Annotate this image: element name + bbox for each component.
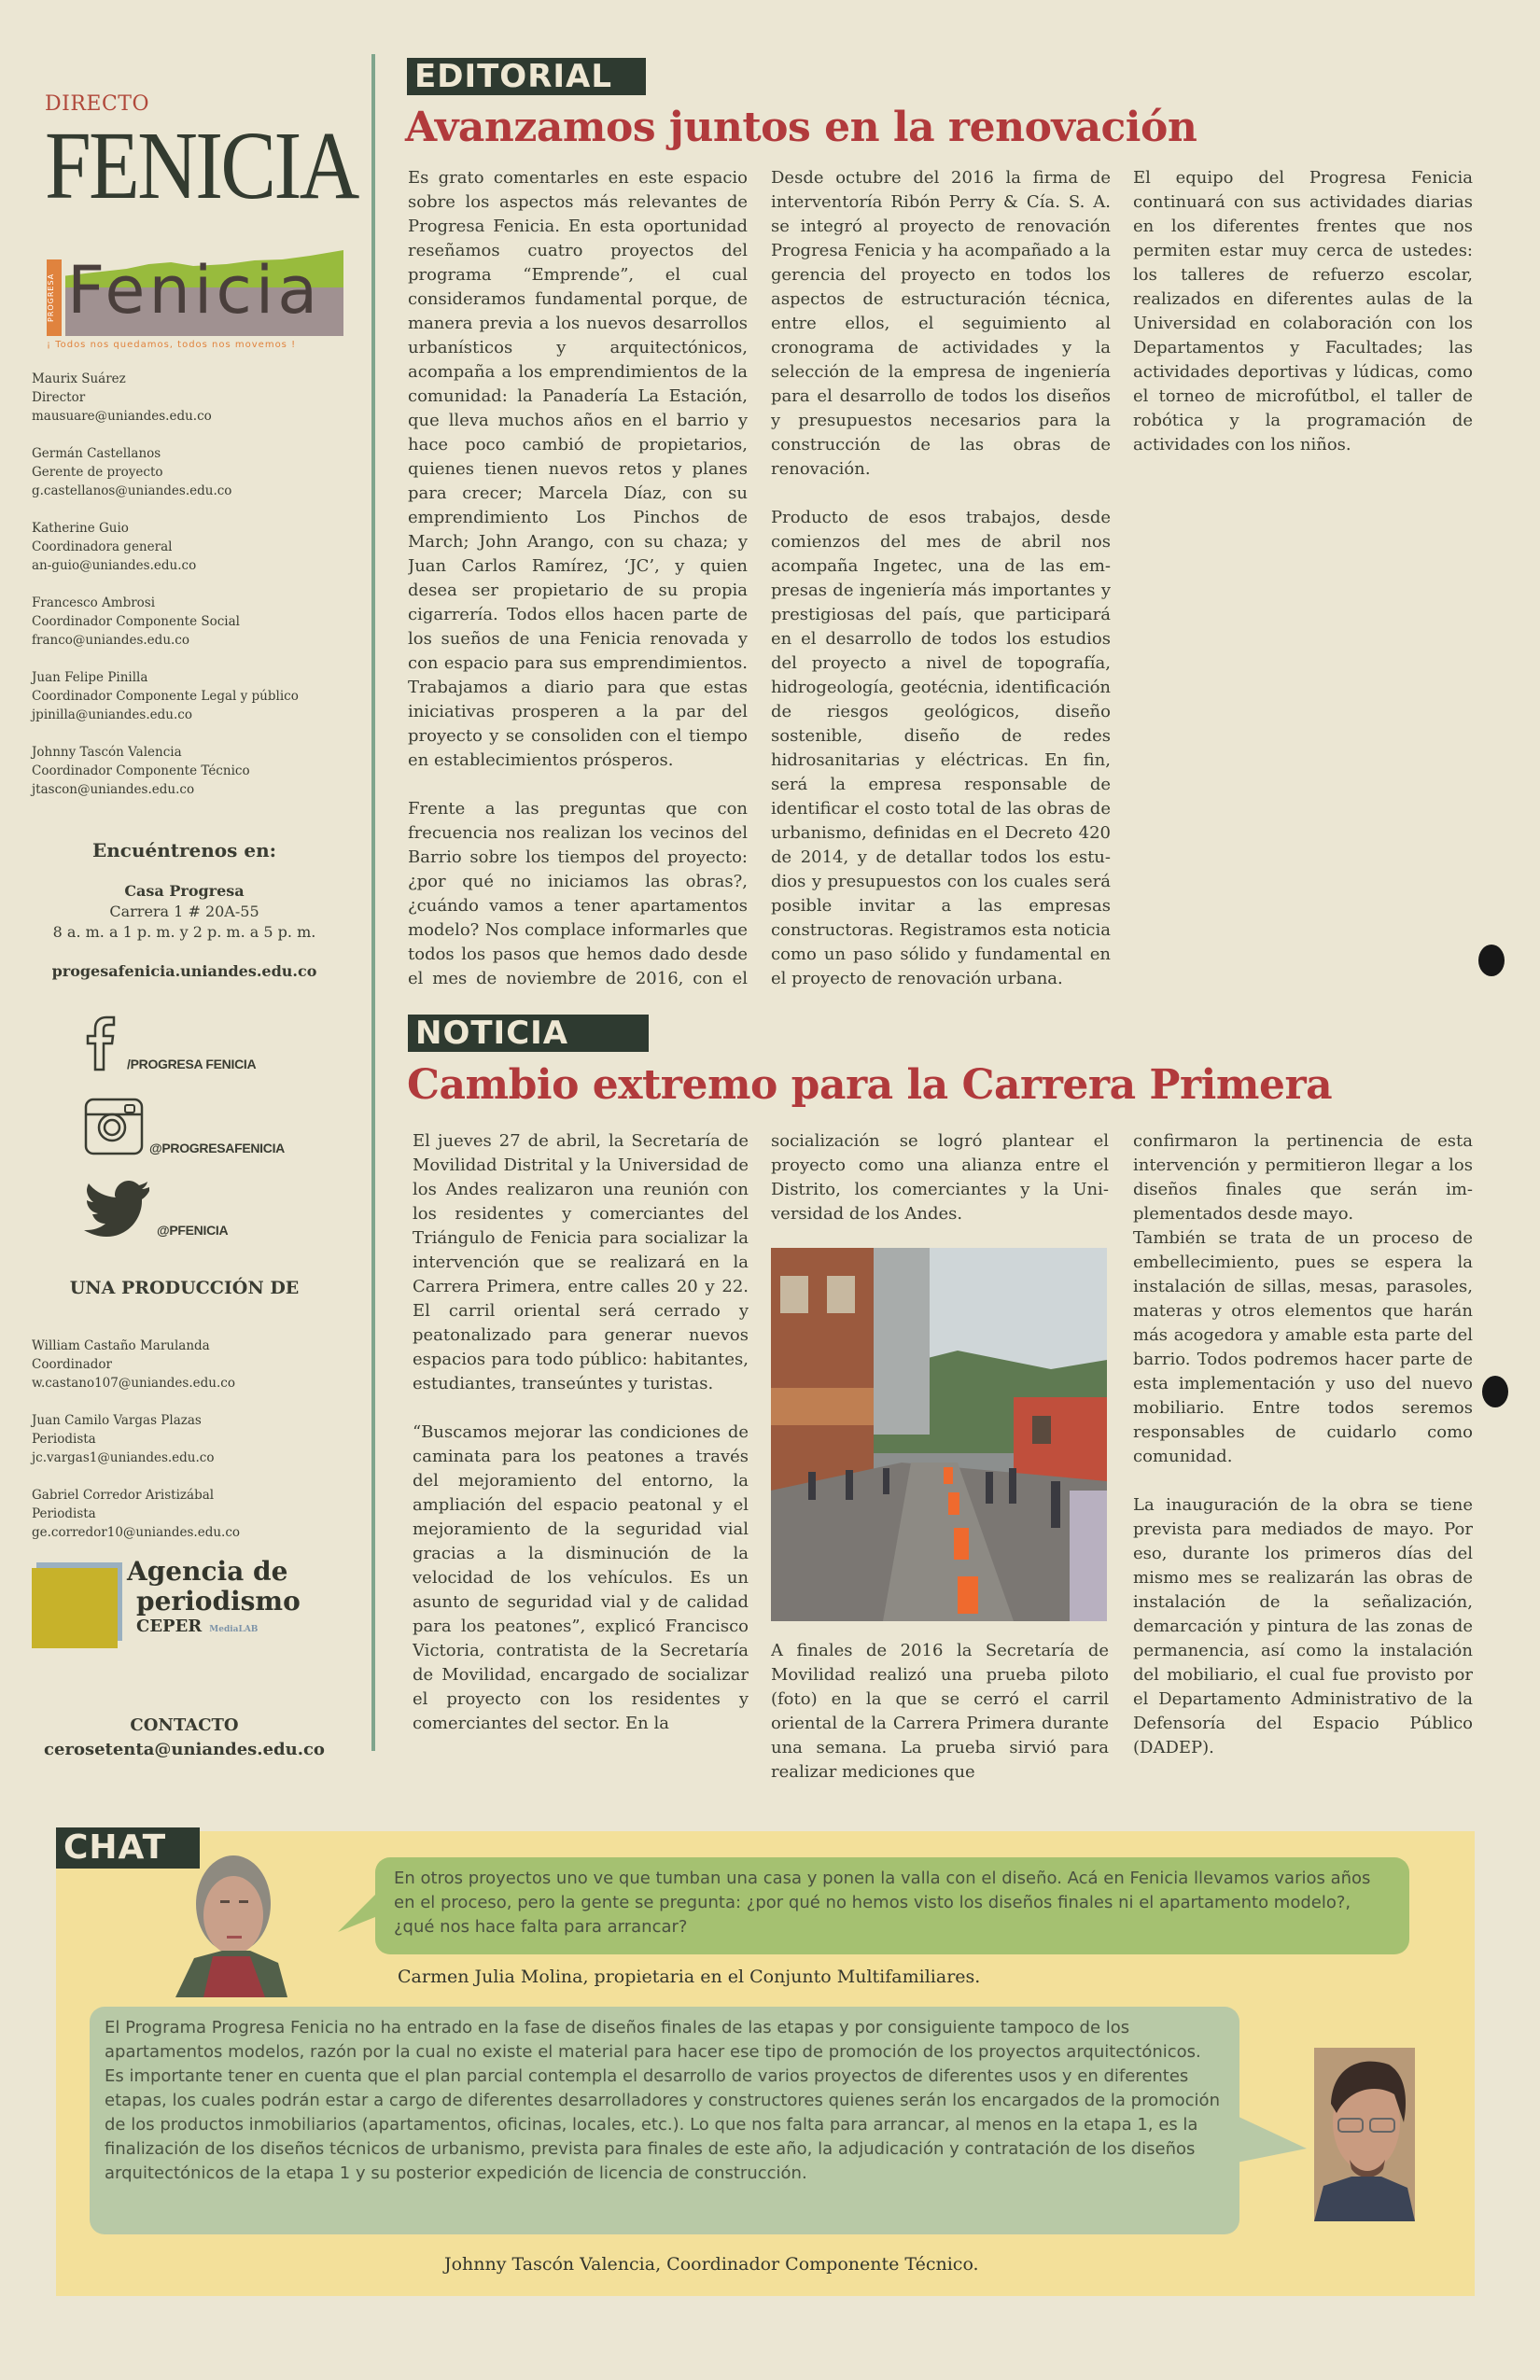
- contact-heading: CONTACTO: [130, 1715, 239, 1735]
- agency-text: [127, 1557, 358, 1637]
- staff-name: Johnny Tascón Valencia: [32, 745, 182, 760]
- agency-sublabel: MediaLAB: [209, 1625, 259, 1634]
- noticia-label: NOTICIA: [408, 1015, 649, 1052]
- social-handle: @PROGRESAFENICIA: [149, 1141, 285, 1155]
- facebook-icon: [84, 1015, 121, 1071]
- portrait-man: [1314, 2048, 1415, 2221]
- social-handle: @PFENICIA: [157, 1223, 229, 1238]
- staff-email[interactable]: jpinilla@uniandes.edu.co: [32, 707, 192, 722]
- agency-row3: [127, 1617, 358, 1637]
- editorial-column-3: [1133, 166, 1473, 991]
- chat-answer: El Programa Progresa Fenicia no ha entrado en la fase de diseños finales de las etapas y por consiguiente tampoco de los apartamentos modelos, razón por la cual no existe el material para hacer ese tipo de promoción de los proyectos arquitectónicos. Es importante tener en cuenta que el plan parcial contempla el desarrollo de varios proyectos de diferentes usos y en diferentes etapas, los cuales podrán estar a cargo de diferentes desarrolladores y constructores quienes serán los encargados de la promoción de los productos inmobiliarios (apartamentos, oficinas, locales, etc.). Lo que nos falta para arrancar, al menos en la etapa 1, es la finalización de los diseños técnicos de urbanismo, prevista para finales de este año, la adjudicación y contratación de los diseños arquitectónicos de la etapa 1 y su posterior expedición de licencia de construcción.: [105, 2018, 1220, 2183]
- staff-role: Director: [32, 390, 86, 405]
- agencia-periodismo-logo: [32, 1557, 358, 1669]
- editorial-paragraph: Producto de esos trabajos, desde comienzos del mes de abril nos acompaña Ingetec, una de las empresas de ingeniería más importantes y prestigiosas del país, que participará en el desarrollo de todos los estudios del proyecto a nivel de topografía, hidrogeología, geotécnia, identificación de riesgos geológicos, diseño sostenible, diseño de redes hidrosanitarias y eléctricas. En fin, será la empresa responsable de identificar el costo total de las obras de urbanismo, definidas en el Decreto 420 de 2014, y de detallar todos los estudios y presupuestos con los cuales será posible invitar a las empresas constructoras. Registramos esta noticia como un paso sólido y fundamental en el proyecto de renovación urbana.: [771, 508, 1111, 988]
- editorial-paragraph: Desde octubre del 2016 la firma de interventoría Ribón Perry & Cía. S. A. se integró al proyecto de renovación Progresa Fenicia y ha acompañado a la gerencia del proyecto en todos los aspectos de estructuración técnica, entre ellos, el seguimiento al cronograma de actividades y la selección de la empresa de ingeniería para el desarrollo de todos los diseños y presupuestos necesarios para la construcción de las obras de renovación.: [771, 168, 1111, 479]
- logo-word: Fenicia: [67, 252, 322, 329]
- sidebar: [0, 0, 369, 1801]
- instagram-icon: [84, 1098, 144, 1155]
- staff-list: [32, 370, 358, 818]
- masthead-title: FENICIA: [45, 112, 357, 219]
- masthead: [45, 92, 357, 219]
- noticia-paragraph: “Buscamos mejorar las condiciones de caminata para los peatones a través del mejoramiento del entorno, la ampliación del espacio peatonal y el mejoramiento de la seguridad vial gracias a la disminución de la velocidad de los vehículos. Es un asunto de seguridad vial y de calidad para los peatones”, explicó Francisco Victoria, contratista de la Secretaría de Movilidad, encargado de socializar el proyecto con los residentes y comerciantes del sector. En la: [413, 1422, 749, 1733]
- noticia-paragraph: confirmaron la pertinencia de esta intervención y permitieron llegar a los diseños finales que serán implementados desde mayo.: [1133, 1131, 1473, 1224]
- staff-email[interactable]: franco@uniandes.edu.co: [32, 633, 189, 648]
- person-role: Coordinador: [32, 1357, 112, 1372]
- staff-email[interactable]: g.castellanos@uniandes.edu.co: [32, 483, 232, 498]
- location-address: Carrera 1 # 20A-55: [109, 903, 259, 920]
- avatar-carmen: [175, 1846, 287, 1997]
- editorial-paragraph: Frente a las preguntas que con frecuencia nos realizan los vecinos del Barrio sobre los tiempos del proyecto: ¿por qué no iniciamos las obras?, ¿cuándo vamos a tener apartamentos modelo? Nos complace informarles que todos los pasos que hemos dado desde el mes de noviembre de 2016, con el: [408, 799, 748, 988]
- twitter-icon: [84, 1180, 151, 1238]
- staff-role: Coordinador Componente Técnico: [32, 763, 250, 778]
- staff-entry: [32, 594, 358, 650]
- noticia-paragraph: socialización se logró plantear el proyecto como una alianza entre el Distrito, los comerciantes y la Universidad de los Andes.: [771, 1131, 1109, 1224]
- production-person: [32, 1337, 358, 1393]
- location-website[interactable]: progesafenicia.uniandes.edu.co: [51, 962, 317, 980]
- binder-hole: [1482, 1376, 1508, 1407]
- staff-entry: [32, 743, 358, 799]
- social-twitter[interactable]: [84, 1180, 228, 1238]
- social-facebook[interactable]: [84, 1015, 256, 1071]
- noticia-paragraph: La inauguración de la obra se tiene prevista para mediados de mayo. Por eso, durante los primeros días del mismo mes se realizarán las obras de instalación de la señalización, demarcación y pintura de las zonas de permanencia, así como la instalación del mobiliario, el cual fue provisto por el Departamento Administrativo de la Defensoría del Espacio Público (DADEP).: [1133, 1495, 1473, 1757]
- logo-side-label: PROGRESA: [47, 259, 62, 336]
- noticia-column-1: [413, 1129, 749, 1809]
- social-instagram[interactable]: [84, 1098, 285, 1155]
- editorial-paragraph: Es grato comentarles en este espacio sobre los aspectos más relevantes de Progresa Fenicia. En esta oportunidad reseñamos cuatro proyectos del programa “Emprende”, el cual consideramos fundamental porque, de manera previa a los nuevos desarrollos urbanísticos y arquitectónicos, acompaña a los emprendimientos de la comunidad: la Panadería La Estación, que lleva muchos años en el barrio y hace poco cambió de propietarios, quienes tienen nuevos retos y planes para crecer; Marcela Díaz, con su emprendimiento Los Pinchos de March; John Arango, con su chaza; y Juan Carlos Ramírez, ‘JC’, y quien desea ser propietario de su propia cigarrería. Todos ellos hacen parte de los sueños de una Fenicia renovada y con espacio para sus emprendimientos. Trabajamos a diario para que estas iniciativas prosperen a la par del proyecto y se consoliden con el tiempo en establecimientos prósperos.: [408, 168, 748, 770]
- staff-name: Juan Felipe Pinilla: [32, 670, 148, 685]
- noticia-column-2-bottom: [771, 1639, 1109, 1809]
- location-heading: Encuéntrenos en:: [91, 839, 277, 861]
- production-person: [32, 1486, 358, 1542]
- question-author: Carmen Julia Molina, propietaria en el Conjunto Multifamiliares.: [398, 1967, 981, 1987]
- production-person: [32, 1411, 358, 1467]
- staff-role: Coordinador Componente Legal y público: [32, 689, 299, 704]
- editorial-label: EDITORIAL: [407, 58, 646, 95]
- binder-hole: [1478, 945, 1505, 976]
- staff-email[interactable]: jtascon@uniandes.edu.co: [32, 782, 195, 797]
- noticia-headline: Cambio extremo para la Carrera Primera: [407, 1061, 1333, 1109]
- answer-author: Johnny Tascón Valencia, Coordinador Componente Técnico.: [444, 2254, 979, 2275]
- staff-role: Coordinadora general: [32, 539, 173, 554]
- person-name: Juan Camilo Vargas Plazas: [32, 1413, 202, 1428]
- noticia-column-3: [1133, 1129, 1473, 1809]
- staff-entry: [32, 370, 358, 426]
- chat-label: CHAT: [56, 1827, 200, 1869]
- portrait-woman: [175, 1846, 287, 1997]
- staff-email[interactable]: mausuare@uniandes.edu.co: [32, 409, 212, 424]
- staff-role: Gerente de proyecto: [32, 465, 163, 480]
- noticia-paragraph: El jueves 27 de abril, la Secretaría de Movilidad Distrital y la Universidad de los Andes realizaron una reunión con los residentes y comerciantes del Triángulo de Fenicia para socializar la intervención que se realizará en la Carrera Primera, entre calles 20 y 22. El carril oriental será cerrado y peatonalizado para generar nuevos espacios para todo público: habitantes, estudiantes, transeúntes y turistas.: [413, 1131, 749, 1393]
- person-email[interactable]: jc.vargas1@uniandes.edu.co: [32, 1450, 215, 1465]
- agency-line1: Agencia de: [127, 1556, 288, 1587]
- contact-block: [0, 1714, 369, 1762]
- editorial-paragraph: El equipo del Progresa Fenicia continuará con sus actividades diarias en los diferentes frentes que nos permiten estar muy cerca de ustedes: los talleres de refuerzo escolar, realizados en diferentes aulas de la Universidad en colaboración con los Departamentos y Facultades; las actividades deportivas y lúdicas, como el torneo de microfútbol, el taller de robótica y la programación de actividades con los niños.: [1133, 168, 1473, 455]
- staff-name: Katherine Guio: [32, 521, 129, 536]
- staff-role: Coordinador Componente Social: [32, 614, 240, 629]
- editorial-headline: Avanzamos juntos en la renovación: [405, 104, 1197, 151]
- staff-entry: [32, 519, 358, 575]
- production-heading: UNA PRODUCCIÓN DE: [69, 1278, 300, 1298]
- agency-line3: CEPER: [136, 1617, 203, 1636]
- column-divider: [371, 54, 375, 1751]
- progresa-fenicia-logo: [47, 250, 343, 336]
- person-role: Periodista: [32, 1506, 96, 1521]
- agency-line2: periodismo: [136, 1586, 301, 1617]
- editorial-column-1: [408, 166, 748, 991]
- staff-name: Maurix Suárez: [32, 371, 126, 386]
- logo-tagline: ¡ Todos nos quedamos, todos nos movemos !: [47, 340, 297, 350]
- noticia-paragraph: También se trata de un proceso de embellecimiento, pues se espera la instalación de sillas, mesas, parasoles, materas y otros elementos que harán más acogedora y amable esta parte del barrio. Todos podremos hacer parte de esta implementación y uso del nuevo mobiliario. Entre todos seremos responsables de cuidarlo como comunidad.: [1133, 1228, 1473, 1466]
- location-block: [0, 838, 369, 982]
- avatar-johnny: [1314, 2048, 1415, 2221]
- production-list: [32, 1337, 358, 1561]
- person-role: Periodista: [32, 1432, 96, 1447]
- chat-question: En otros proyectos uno ve que tumban una casa y ponen la valla con el diseño. Acá en Fenicia llevamos varios años en el proceso, pero la gente se pregunta: ¿por qué no hemos visto los diseños finales ni el apartamento modelo?, ¿qué nos hace falta para arrancar?: [394, 1869, 1371, 1937]
- staff-email[interactable]: an-guio@uniandes.edu.co: [32, 558, 197, 573]
- street-photo-illustration: [771, 1248, 1107, 1621]
- editorial-column-2: [771, 166, 1111, 991]
- location-place: Casa Progresa: [124, 882, 245, 900]
- staff-entry: [32, 444, 358, 500]
- masthead-kicker: DIRECTO: [45, 92, 149, 116]
- staff-name: Francesco Ambrosi: [32, 595, 156, 610]
- noticia-column-2-top: [771, 1129, 1109, 1234]
- person-name: William Castaño Marulanda: [32, 1338, 210, 1353]
- location-hours: 8 a. m. a 1 p. m. y 2 p. m. a 5 p. m.: [52, 923, 316, 941]
- person-email[interactable]: w.castano107@uniandes.edu.co: [32, 1376, 235, 1391]
- staff-entry: [32, 668, 358, 724]
- contact-email[interactable]: cerosetenta@uniandes.edu.co: [44, 1740, 325, 1759]
- person-name: Gabriel Corredor Aristizábal: [32, 1488, 215, 1503]
- street-photo: [771, 1248, 1107, 1621]
- person-email[interactable]: ge.corredor10@uniandes.edu.co: [32, 1525, 241, 1540]
- logo-square-yellow: [32, 1568, 118, 1648]
- social-handle: /PROGRESA FENICIA: [127, 1057, 257, 1071]
- noticia-paragraph: A finales de 2016 la Secretaría de Movilidad realizó una prueba piloto (foto) en la que se cerró el carril oriental de la Carrera Primera durante una semana. La prueba sirvió para realizar mediciones que: [771, 1641, 1109, 1782]
- staff-name: Germán Castellanos: [32, 446, 161, 461]
